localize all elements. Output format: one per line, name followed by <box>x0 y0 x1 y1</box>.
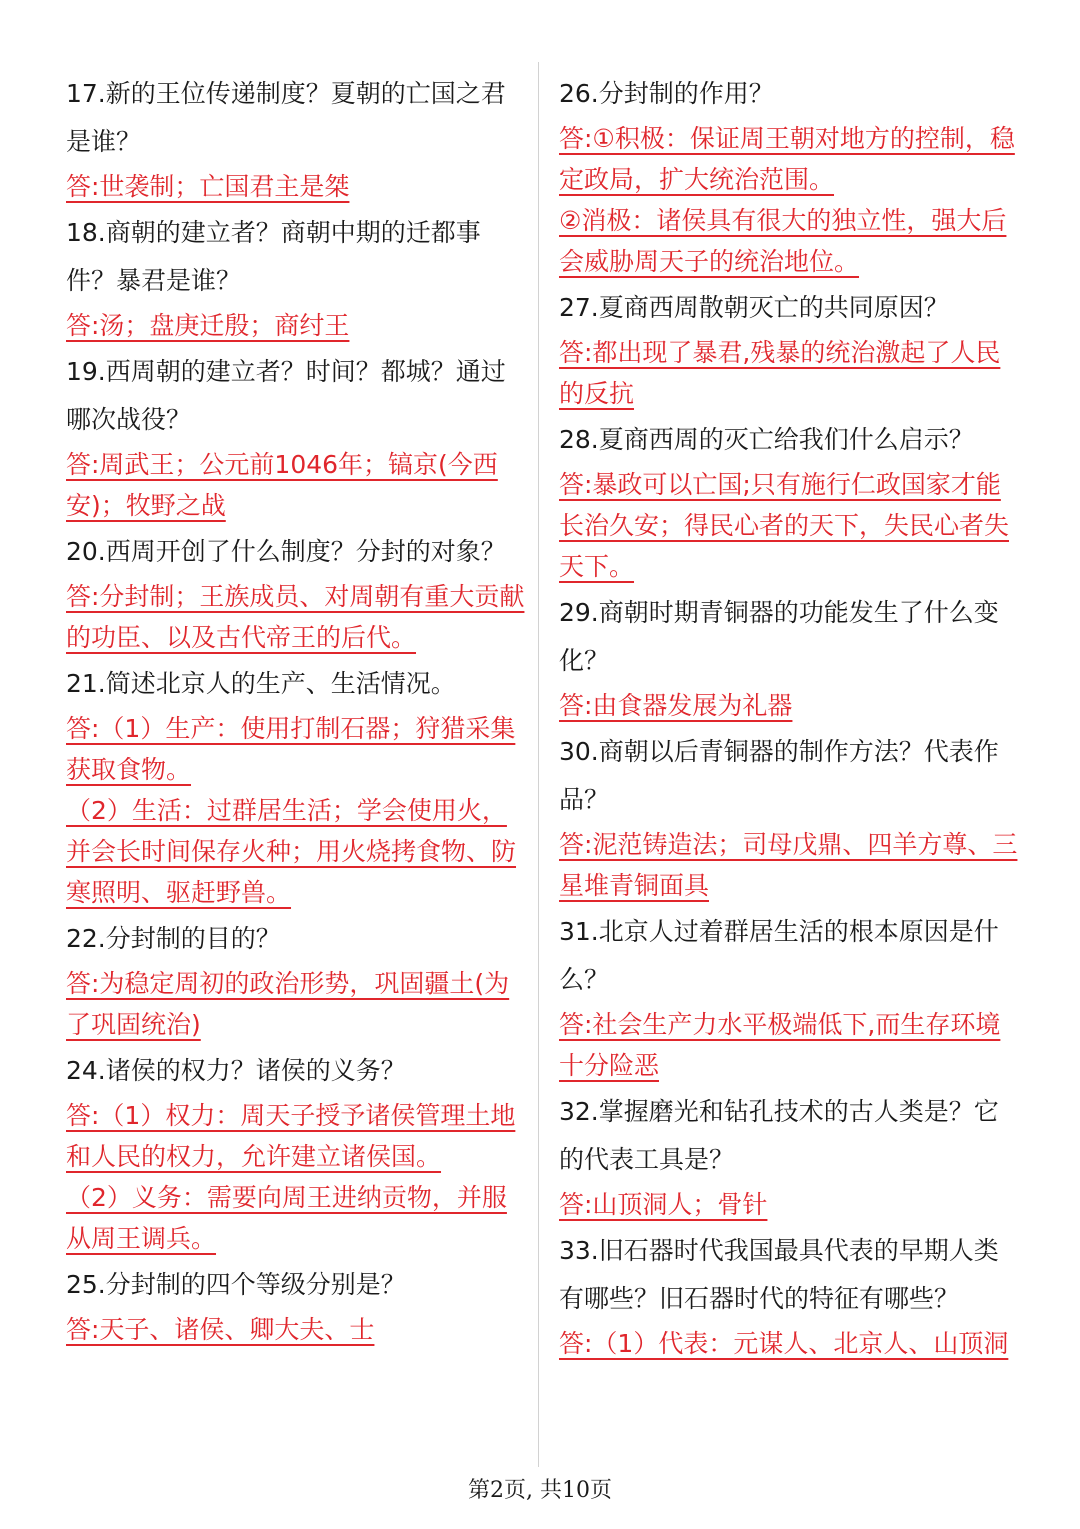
qa-item <box>559 416 1019 587</box>
qa-item <box>559 589 1019 726</box>
question: 22.分封制的目的？ <box>66 924 281 953</box>
qa-item <box>559 284 1019 414</box>
qa-item <box>559 1088 1019 1225</box>
left-column <box>66 70 528 1352</box>
qa-item <box>66 348 528 526</box>
question: 20.西周开创了什么制度？分封的对象？ <box>66 537 506 566</box>
question: 33.旧石器时代我国最具代表的早期人类有哪些？旧石器时代的特征有哪些？ <box>559 1236 999 1313</box>
answer <box>66 444 528 526</box>
answer-line: 答:（1）生产：使用打制石器；狩猎采集获取食物。 <box>66 714 516 784</box>
answer <box>559 824 1019 906</box>
answer-line: 答:山顶洞人；骨针 <box>559 1190 768 1219</box>
answer <box>559 1323 1019 1364</box>
question: 21.简述北京人的生产、生活情况。 <box>66 669 456 698</box>
answer <box>66 305 528 346</box>
answer-line: 答:分封制；王族成员、对周朝有重大贡献的功臣、以及古代帝王的后代。 <box>66 582 525 652</box>
question: 29.商朝时期青铜器的功能发生了什么变化？ <box>559 598 999 675</box>
question: 27.夏商西周散朝灭亡的共同原因？ <box>559 293 949 322</box>
answer-line: 答:（1）代表：元谋人、北京人、山顶洞 <box>559 1329 1009 1358</box>
answer <box>559 685 1019 726</box>
answer <box>66 708 528 913</box>
answer-line: 答:泥范铸造法；司母戊鼎、四羊方尊、三星堆青铜面具 <box>559 830 1018 900</box>
question: 31.北京人过着群居生活的根本原因是什么？ <box>559 917 999 994</box>
question: 17.新的王位传递制度？夏朝的亡国之君是谁？ <box>66 79 506 156</box>
answer <box>559 1004 1019 1086</box>
answer-line: 答:都出现了暴君,残暴的统治激起了人民的反抗 <box>559 338 1001 408</box>
question: 32.掌握磨光和钻孔技术的古人类是？它的代表工具是？ <box>559 1097 999 1174</box>
answer-line: 答:为稳定周初的政治形势，巩固疆土(为了巩固统治) <box>66 969 510 1039</box>
qa-item <box>559 70 1019 282</box>
column-divider <box>538 62 539 1467</box>
answer <box>559 118 1019 282</box>
qa-item <box>66 528 528 658</box>
question: 25.分封制的四个等级分别是？ <box>66 1270 406 1299</box>
answer <box>559 332 1019 414</box>
qa-item <box>559 1227 1019 1364</box>
answer-line: 答:由食器发展为礼器 <box>559 691 793 720</box>
qa-item <box>66 70 528 207</box>
qa-item <box>66 1261 528 1350</box>
answer <box>66 963 528 1045</box>
answer <box>559 1184 1019 1225</box>
page-number: 第2页, 共10页 <box>468 1478 612 1503</box>
question: 24.诸侯的权力？诸侯的义务？ <box>66 1056 406 1085</box>
answer-line: （2）生活：过群居生活；学会使用火，并会长时间保存火种；用火烧拷食物、防寒照明、驱赶野兽。 <box>66 796 517 907</box>
answer-line: 答:汤；盘庚迁殷；商纣王 <box>66 311 350 340</box>
answer <box>66 1309 528 1350</box>
question: 28.夏商西周的灭亡给我们什么启示？ <box>559 425 974 454</box>
answer-line: 答:天子、诸侯、卿大夫、士 <box>66 1315 375 1344</box>
answer <box>66 166 528 207</box>
question: 30.商朝以后青铜器的制作方法？代表作品？ <box>559 737 999 814</box>
question: 19.西周朝的建立者？时间？都城？通过哪次战役？ <box>66 357 506 434</box>
question: 26.分封制的作用？ <box>559 79 774 108</box>
answer-line: 答:暴政可以亡国;只有施行仁政国家才能长治久安；得民心者的天下，失民心者失天下。 <box>559 470 1010 581</box>
right-column <box>559 70 1019 1366</box>
question: 18.商朝的建立者？商朝中期的迁都事件？暴君是谁？ <box>66 218 481 295</box>
qa-item <box>559 728 1019 906</box>
qa-item <box>66 209 528 346</box>
qa-item <box>66 1047 528 1259</box>
answer-line: 答:①积极：保证周王朝对地方的控制，稳定政局，扩大统治范围。 <box>559 124 1015 194</box>
qa-item <box>66 915 528 1045</box>
answer-line: 答:周武王；公元前1046年；镐京(今西安)；牧野之战 <box>66 450 498 520</box>
answer-line: 答:社会生产力水平极端低下,而生存环境十分险恶 <box>559 1010 1001 1080</box>
answer-line: ②消极：诸侯具有很大的独立性，强大后会威胁周天子的统治地位。 <box>559 206 1007 276</box>
qa-item <box>66 660 528 913</box>
answer <box>66 576 528 658</box>
qa-item <box>559 908 1019 1086</box>
answer <box>66 1095 528 1259</box>
answer <box>559 464 1019 587</box>
answer-line: 答:世袭制；亡国君主是桀 <box>66 172 350 201</box>
answer-line: （2）义务：需要向周王进纳贡物，并服从周王调兵。 <box>66 1183 507 1253</box>
answer-line: 答:（1）权力：周天子授予诸侯管理土地和人民的权力，允许建立诸侯国。 <box>66 1101 516 1171</box>
